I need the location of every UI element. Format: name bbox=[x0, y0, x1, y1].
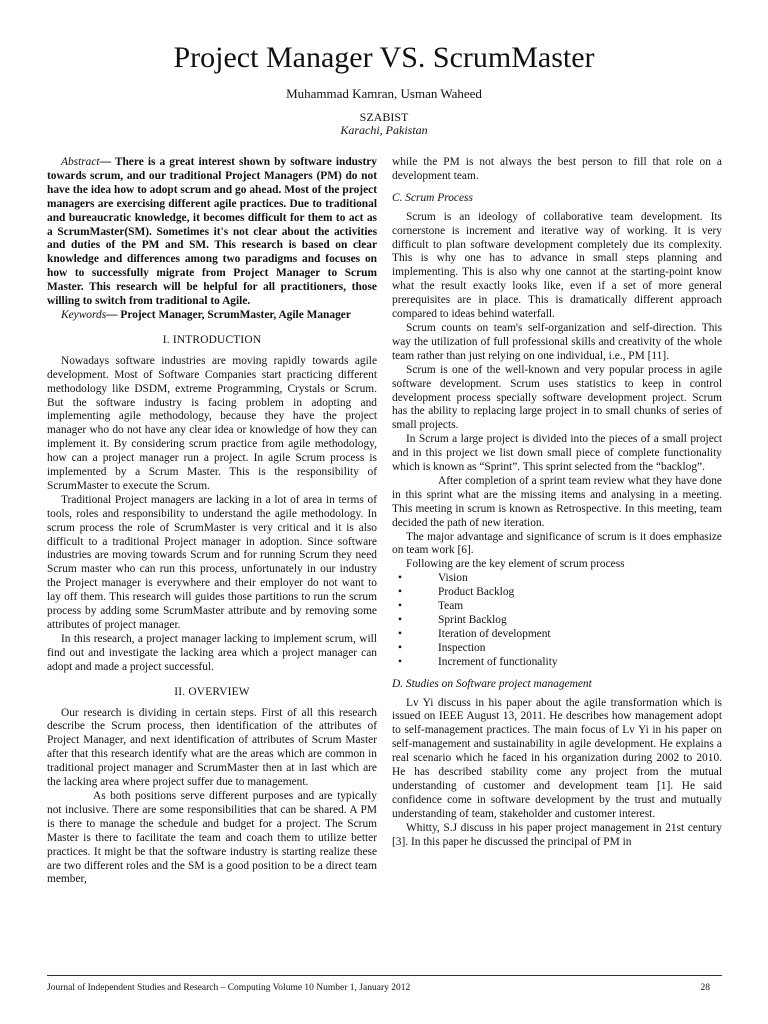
keywords-text: Project Manager, ScrumMaster, Agile Manager bbox=[120, 308, 351, 321]
scrum-paragraph-2: Scrum counts on team's self-organization and self-direction. This way the utilization of full professional skills and creativity of the whole team rather than just relying on one individual, i.e., PM [11]. bbox=[392, 321, 722, 362]
paper-affiliation: SZABIST bbox=[359, 110, 409, 124]
footer-rule bbox=[47, 975, 722, 976]
abstract bbox=[47, 156, 377, 309]
scrum-paragraph-7: Following are the key element of scrum process bbox=[406, 558, 625, 571]
page-footer bbox=[47, 982, 722, 994]
page-number: 28 bbox=[700, 983, 710, 993]
list-item: • Increment of functionality bbox=[392, 656, 722, 670]
left-column bbox=[47, 156, 377, 887]
list-item: • Iteration of development bbox=[392, 628, 722, 642]
footer-journal: Journal of Independent Studies and Research – Computing Volume 10 Number 1, January 2012 bbox=[47, 983, 411, 993]
intro-paragraph-1: Nowadays software industries are moving rapidly towards agile development. Most of Software Companies start practicing different methodology like DSDM, extreme Programming, Crystals or Scrum. But the software industry is facing problem in adopting and implementing agile methodology, because they have the project manager who do not have any clear idea or knowledge of how they can implement it. By considering scrum practice from agile methodology, how can a project manager run a project. In agile Scrum process is implemented by a Scrum Master. This is the responsibility of ScrumMaster to execute the Scrum. bbox=[47, 354, 377, 492]
intro-paragraph-3: In this research, a project manager lacking to implement scrum, will find out and investigate the lacking area which a project manager can adopt and made a project successful. bbox=[47, 632, 377, 673]
keywords-dash: — bbox=[106, 308, 118, 321]
subsection-heading-scrum-process: C. Scrum Process bbox=[392, 191, 473, 204]
scrum-paragraph-6: The major advantage and significance of scrum is it does emphasize on team work [6]. bbox=[392, 530, 722, 557]
scrum-paragraph-4: In Scrum a large project is divided into the pieces of a small project and in this project we list down small piece of complete functionality which is known as “Sprint”. This sprint selected from the “backlog”. bbox=[392, 433, 722, 474]
section-heading-overview: II. OVERVIEW bbox=[174, 685, 250, 698]
overview-paragraph-1: Our research is dividing in certain steps. First of all this research describe the Scrum process, then identification of the attributes of Project Manager, and next identification of attributes of Scrum Master after that this research identify what are the areas which are common in traditional project manager and ScrumMaster then at in last which are the lacking area where project suffer due to management. bbox=[47, 706, 377, 789]
scrum-elements-list bbox=[392, 572, 722, 669]
abstract-label: Abstract bbox=[61, 156, 100, 168]
subsection-heading-studies: D. Studies on Software project management bbox=[392, 677, 592, 690]
intro-paragraph-2: Traditional Project managers are lacking in a lot of area in terms of tools, roles and responsibility to understand the agile methodology. In scrum process the role of ScrumMaster is very critical and it is also difficult to a traditional Project manager in adoption. Since software industries are moving towards Scrum and for running Scrum they need Scrum master who can run this process, unfortunately in our industry the Project manager is everywhere and their employer do not want to lay off them. This research will guides those partitions to run the scrum process by adding some ScrumMaster attribute and by removing some attributes of project manager. bbox=[47, 493, 377, 631]
list-item: • Sprint Backlog bbox=[392, 614, 722, 628]
abstract-dash: — bbox=[99, 156, 111, 168]
scrum-paragraph-3: Scrum is one of the well-known and very popular process in agile software development. Scrum uses statistics to keep in control development process specially software development project. Scrum has the ability to replacing large project in to small chunks of series of small projects. bbox=[392, 363, 722, 432]
overview-paragraph-2-continued: while the PM is not always the best person to fill that role on a development team. bbox=[392, 156, 722, 182]
list-item: • Vision bbox=[392, 572, 722, 586]
scrum-paragraph-1: Scrum is an ideology of collaborative team development. Its cornerstone is increment and iterative way of working. It is very difficult to plan software development completely due its complexity. This is why one has to advance in small steps planning and implementing. This is also why one cannot at the starting-point know what the result exactly looks like, even if a set of more general prerequisites are in place. This is dramatically different approach compared to ideas behind waterfall. bbox=[392, 210, 722, 321]
studies-paragraph-2: Whitty, S.J discuss in his paper project management in 21st century [3]. In this paper he discussed the principal of PM in bbox=[392, 821, 722, 848]
abstract-text: There is a great interest shown by software industry towards scrum, and our traditional Project Managers (PM) do not have the idea how to adopt scrum and go ahead. Most of the project managers are exercising different agile practices. Due to traditional and bureaucratic knowledge, it becomes difficult for them to act as a ScrumMaster(SM). Sometimes it's not clear about the activities and duties of the PM and SM. This research is based on clear knowledge and differences among two paradigms and focuses on how to successfully migrate from Project Manager to Scrum Master. This research will be helpful for all practitioners, those willing to switch from traditional to Agile. bbox=[47, 156, 377, 308]
scrum-paragraph-5: After completion of a sprint team review what they have done in this sprint what are the missing items and analysing in a meeting. This meeting in scrum is known as Retrospective. In this meeting, team decided the path of new iteration. bbox=[392, 474, 722, 529]
list-item: • Inspection bbox=[392, 642, 722, 656]
keywords-label: Keywords bbox=[61, 308, 107, 321]
list-item: • Team bbox=[392, 600, 722, 614]
overview-paragraph-2: As both positions serve different purposes and are typically not inclusive. There are some responsibilities that can be shared. A PM is there to manage the schedule and budget for a project. The Scrum Master is there to facilitate the team and coach them to utilize better practices. It might be that the software industry is starting realize these are two different roles and the SM is a good position to be a direct team member, bbox=[47, 789, 377, 886]
paper-location: Karachi, Pakistan bbox=[340, 123, 428, 137]
right-column bbox=[392, 156, 722, 850]
paper-title: Project Manager VS. ScrumMaster bbox=[173, 41, 595, 74]
list-item: • Product Backlog bbox=[392, 586, 722, 600]
paper-authors: Muhammad Kamran, Usman Waheed bbox=[286, 86, 482, 101]
section-heading-introduction: I. INTRODUCTION bbox=[162, 333, 262, 346]
studies-paragraph-1: Lv Yi discuss in his paper about the agile transformation which is issued on IEEE August 13, 2011. He describes how management adopt to self-management practices. The main focus of Lv Yi in his paper on self-management and sustainability in agile development. He explains a real scenario which he faced in his organization during 2002 to 2010. He has described stability come any project from the mutual understanding of customer and development team [1]. He said confidence come in software development by the trust and mutually understanding of team, stakeholder and customer interest. bbox=[392, 696, 722, 820]
keywords bbox=[47, 309, 377, 323]
